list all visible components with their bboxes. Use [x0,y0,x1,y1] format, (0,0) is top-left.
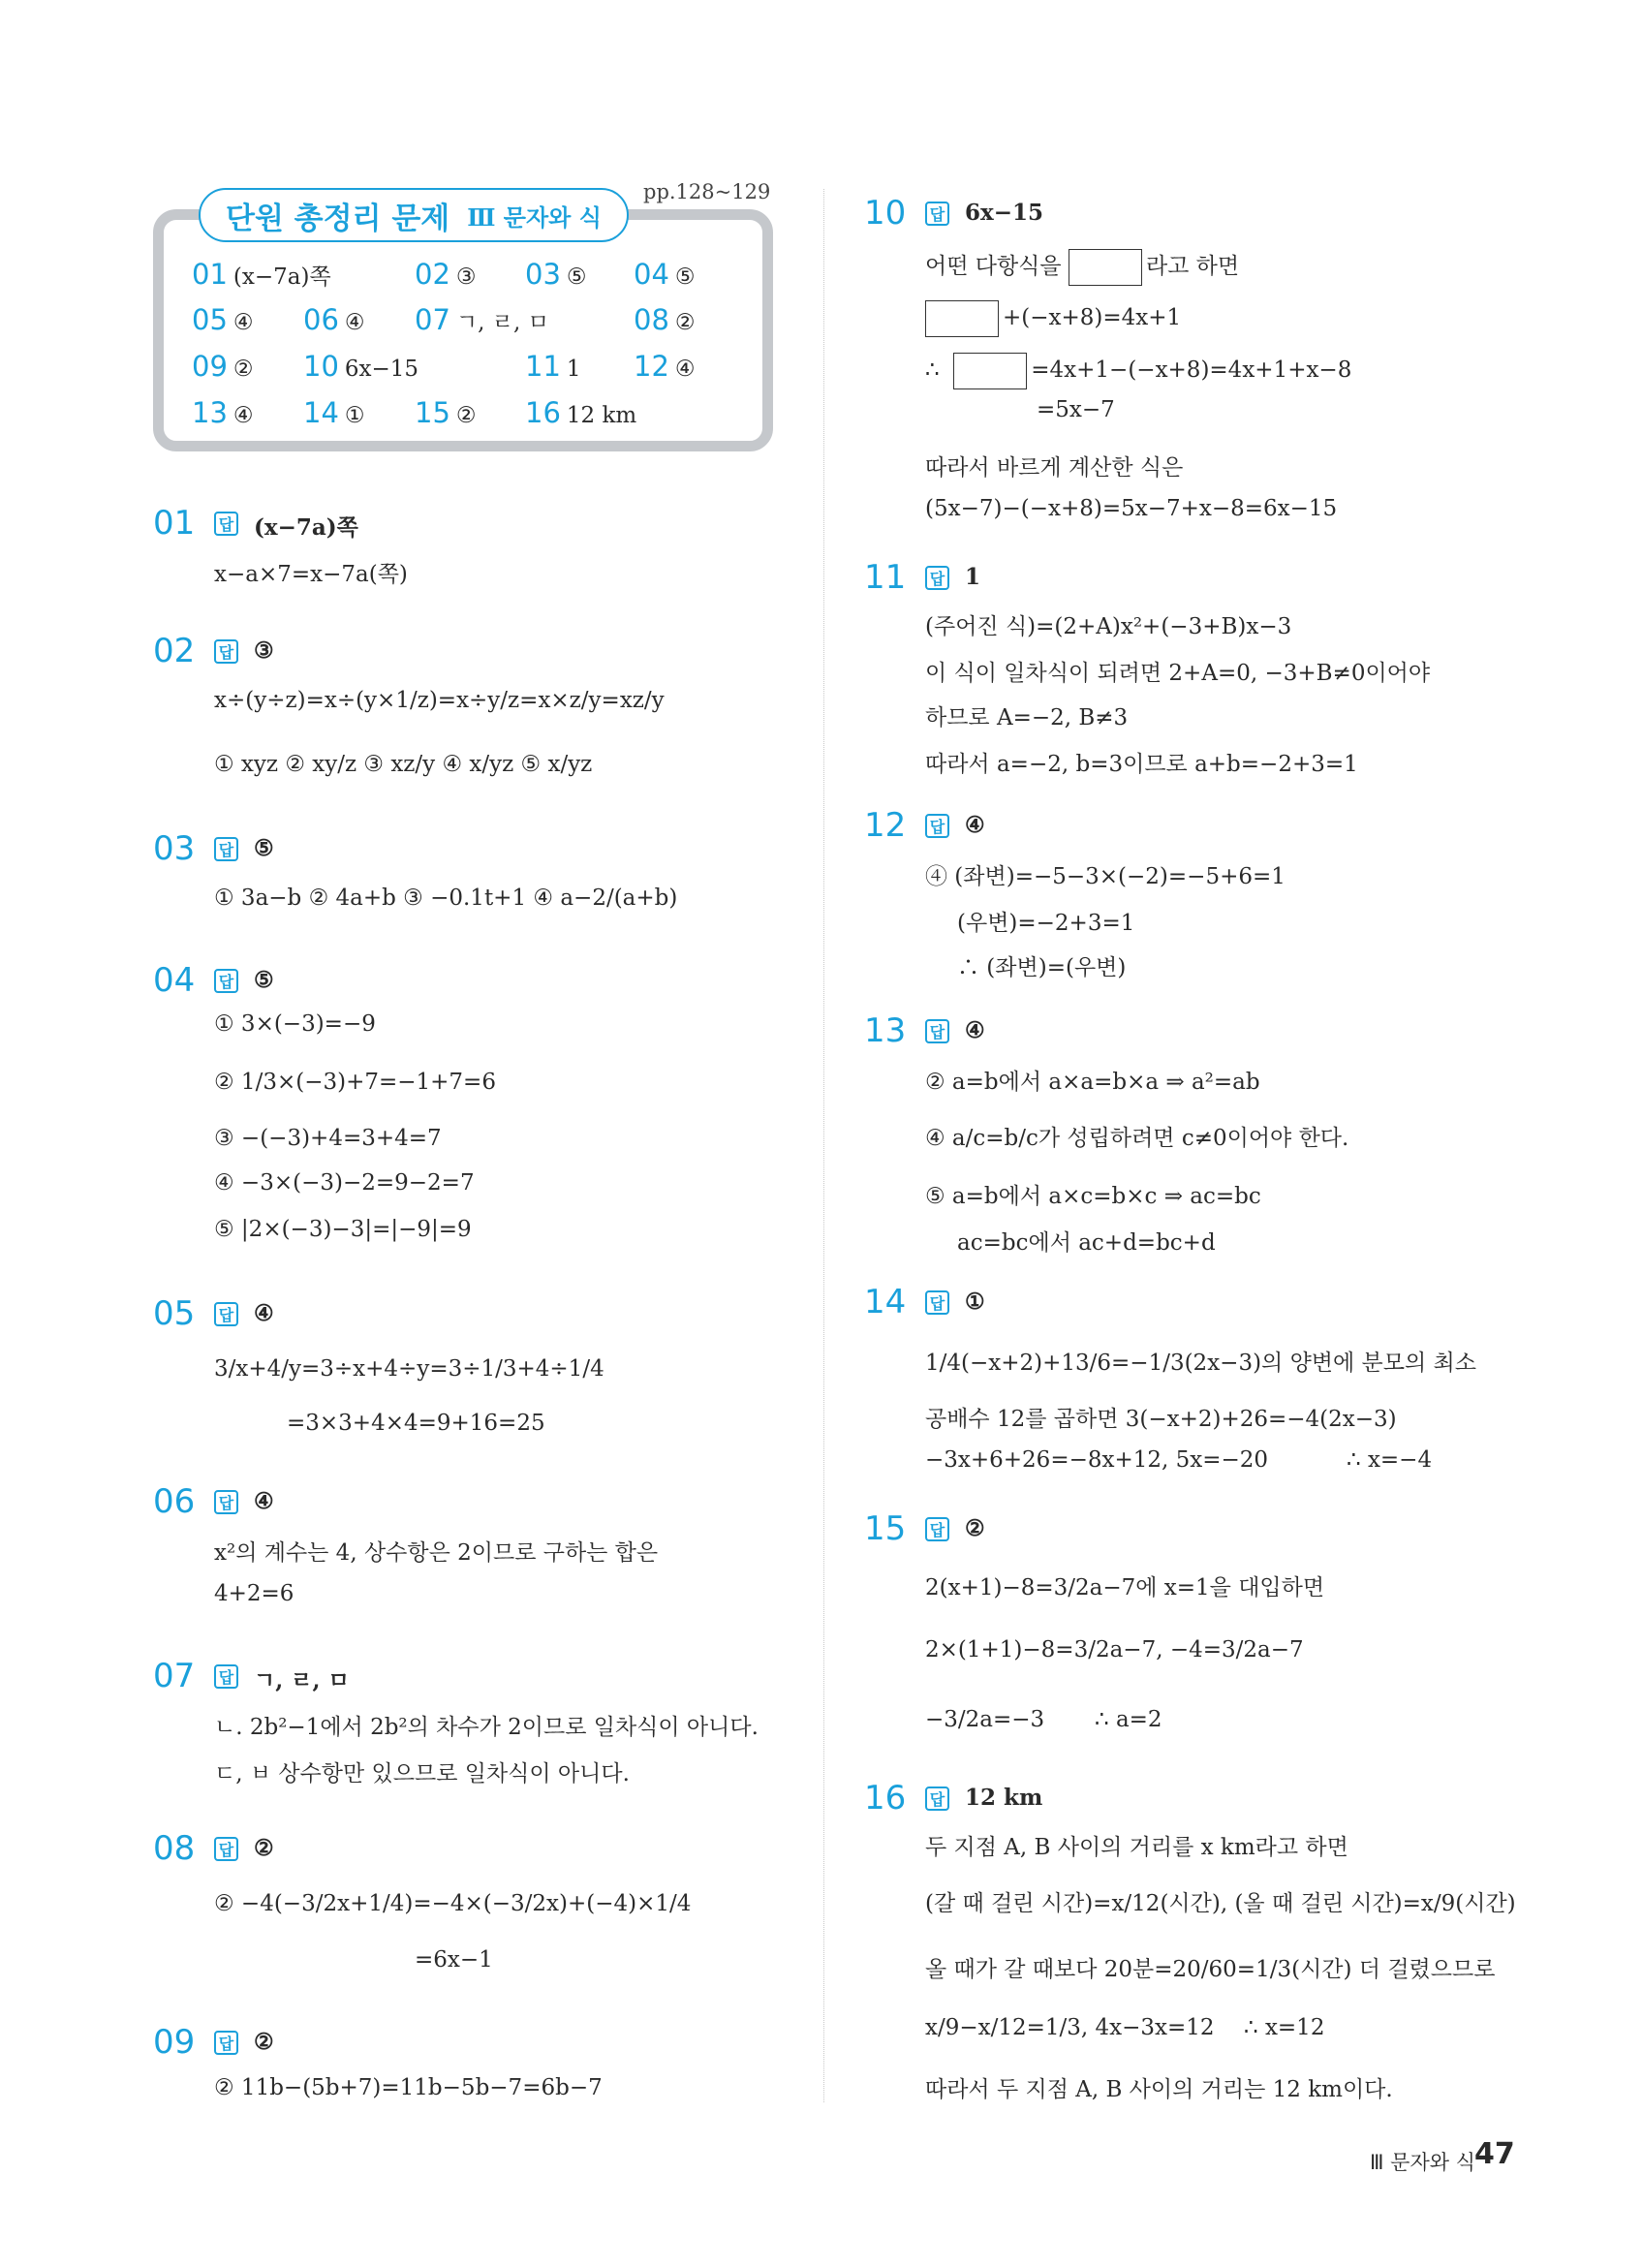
solution-line: ③ −(−3)+4=3+4=7 [214,1126,442,1151]
answer-badge: 답 [214,1837,238,1861]
solution-line: =5x−7 [1037,397,1115,422]
answer-value: ④ [254,1488,274,1514]
answer-badge: 답 [214,837,238,861]
solution-line: ㄴ. 2b²−1에서 2b²의 차수가 2이므로 일차식이 아니다. [214,1715,759,1740]
section-subtitle: Ⅲ 문자와 식 [467,202,602,232]
answer-value: 12 km [965,1785,1043,1811]
problem-number: 14 [864,1283,907,1321]
summary-answer: 07 ㄱ, ㄹ, ㅁ [415,303,549,336]
answer-badge: 답 [925,1517,949,1541]
solution-line: 올 때가 갈 때보다 20분=20/60=1/3(시간) 더 걸렸으므로 [925,1957,1496,1982]
summary-answer: 06 ④ [303,303,365,336]
blank-box [953,353,1027,389]
page-range: pp.128~129 [643,180,771,203]
answer-value: ② [254,2029,274,2055]
summary-answer: 12 ④ [634,350,696,383]
problem-number: 07 [153,1657,196,1695]
solution-line: =3×3+4×4=9+16=25 [287,1411,545,1436]
solution-line: ② a=b에서 a×a=b×a ⇒ a²=ab [925,1070,1260,1095]
solution-line: 2×(1+1)−8=3/2a−7, −4=3/2a−7 [925,1637,1304,1662]
summary-answer: 14 ① [303,396,365,429]
answer-value: 1 [965,564,981,590]
page-number: 47 [1474,2137,1515,2171]
problem-number: 05 [153,1294,196,1333]
solution-line: 어떤 다항식을 라고 하면 [925,248,1239,286]
problem-number: 10 [864,194,907,233]
solution-line: x÷(y÷z)=x÷(y×1/z)=x÷y/z=x×z/y=xz/y [214,688,665,713]
summary-answer: 15 ② [415,396,477,429]
problem-number: 02 [153,632,196,670]
solution-line: +(−x+8)=4x+1 [925,300,1181,337]
solution-line: x²의 계수는 4, 상수항은 2이므로 구하는 합은 [214,1540,659,1566]
summary-answer: 02 ③ [415,258,477,291]
summary-answer: 05 ④ [192,303,254,336]
solution-line: ④ −3×(−3)−2=9−2=7 [214,1170,475,1196]
problem-number: 09 [153,2023,196,2062]
problem-number: 13 [864,1011,907,1050]
solution-line: 4+2=6 [214,1581,294,1606]
solution-line: x/9−x/12=1/3, 4x−3x=12 [925,2015,1215,2040]
answer-badge: 답 [214,969,238,993]
summary-answer: 13 ④ [192,396,254,429]
answer-value: ⑤ [254,967,274,993]
problem-number: 04 [153,961,196,1000]
summary-answer: 03 ⑤ [525,258,587,291]
answer-badge: 답 [925,1290,949,1315]
solution-line: (주어진 식)=(2+A)x²+(−3+B)x−3 [925,614,1292,639]
answer-badge: 답 [214,2031,238,2055]
solution-line: ② −4(−3/2x+1/4)=−4×(−3/2x)+(−4)×1/4 [214,1891,692,1916]
answer-value: ④ [965,1017,985,1043]
solution-line: 따라서 두 지점 A, B 사이의 거리는 12 km이다. [925,2077,1393,2102]
solution-line: ∴ =4x+1−(−x+8)=4x+1+x−8 [925,353,1351,389]
problem-number: 16 [864,1779,907,1818]
solution-line: ∴ x=12 [1244,2015,1325,2040]
solution-line: ② 11b−(5b+7)=11b−5b−7=6b−7 [214,2075,603,2100]
answer-value: ② [254,1835,274,1861]
problem-number: 06 [153,1482,196,1521]
answer-badge: 답 [214,512,238,536]
solution-line: ㄷ, ㅂ 상수항만 있으므로 일차식이 아니다. [214,1761,630,1786]
solution-line: ∴ x=−4 [1347,1447,1433,1473]
solution-line: ① 3×(−3)=−9 [214,1011,376,1037]
section-title: 단원 총정리 문제 [226,201,450,236]
solution-line: 두 지점 A, B 사이의 거리를 x km라고 하면 [925,1835,1348,1860]
problem-number: 11 [864,558,907,597]
problem-number: 03 [153,829,196,868]
summary-answer: 08 ② [634,303,696,336]
answer-value: ④ [965,812,985,838]
answer-badge: 답 [214,1302,238,1326]
summary-title [199,188,629,242]
problem-number: 12 [864,806,907,845]
answer-value: ③ [254,637,274,664]
answer-badge: 답 [214,1490,238,1514]
solution-line: 하므로 A=−2, B≠3 [925,705,1129,730]
summary-answer: 09 ② [192,350,254,383]
solution-line: ⑤ |2×(−3)−3|=|−9|=9 [214,1217,472,1242]
solution-line: 공배수 12를 곱하면 3(−x+2)+26=−4(2x−3) [925,1407,1397,1432]
solution-line: =6x−1 [415,1947,493,1973]
summary-answer: 04 ⑤ [634,258,696,291]
answer-value: ④ [254,1300,274,1326]
solution-line: (갈 때 걸린 시간)=x/12(시간), (올 때 걸린 시간)=x/9(시간) [925,1891,1516,1916]
answer-value: ② [965,1515,985,1541]
summary-answer: 01 (x−7a)쪽 [192,258,331,291]
answer-value: (x−7a)쪽 [254,514,358,541]
solution-line: ② 1/3×(−3)+7=−1+7=6 [214,1070,496,1095]
solution-line: (5x−7)−(−x+8)=5x−7+x−8=6x−15 [925,496,1338,521]
solution-line: −3x+6+26=−8x+12, 5x=−20 [925,1447,1269,1473]
answer-value: ㄱ, ㄹ, ㅁ [254,1667,350,1693]
blank-box [1069,249,1142,286]
summary-answer: 16 12 km [525,396,637,429]
solution-line: x−a×7=x−7a(쪽) [214,562,408,587]
solution-line: ⑤ a=b에서 a×c=b×c ⇒ ac=bc [925,1184,1261,1209]
problem-number: 08 [153,1829,196,1868]
solution-line: 3/x+4/y=3÷x+4÷y=3÷1/3+4÷1/4 [214,1356,604,1382]
answer-badge: 답 [925,814,949,838]
answer-value: 6x−15 [965,200,1043,226]
solution-line: ∴ a=2 [1095,1707,1162,1732]
answer-value: ⑤ [254,835,274,861]
solution-line: ac=bc에서 ac+d=bc+d [957,1230,1216,1256]
answer-badge: 답 [214,1664,238,1689]
answer-value: ① [965,1289,985,1315]
summary-answer: 10 6x−15 [303,350,419,383]
problem-number: 15 [864,1509,907,1548]
solution-line: ① 3a−b ② 4a+b ③ −0.1t+1 ④ a−2/(a+b) [214,885,678,911]
answer-badge: 답 [925,202,949,226]
solution-line: 따라서 a=−2, b=3이므로 a+b=−2+3=1 [925,752,1358,777]
answer-badge: 답 [925,1019,949,1043]
column-divider [823,189,824,2102]
summary-answer: 11 1 [525,350,581,383]
solution-line: ∴ (좌변)=(우변) [957,955,1127,980]
solution-line: ① xyz ② xy/z ③ xz/y ④ x/yz ⑤ x/yz [214,752,593,777]
answer-badge: 답 [214,639,238,664]
solution-line: 2(x+1)−8=3/2a−7에 x=1을 대입하면 [925,1575,1325,1600]
answer-badge: 답 [925,1786,949,1811]
solution-line: ④ (좌변)=−5−3×(−2)=−5+6=1 [925,864,1286,889]
solution-line: −3/2a=−3 [925,1707,1045,1732]
footer-chapter-label: Ⅲ 문자와 식 [1370,2151,1475,2174]
problem-number: 01 [153,504,196,543]
solution-line: 1/4(−x+2)+13/6=−1/3(2x−3)의 양변에 분모의 최소 [925,1351,1476,1376]
answer-badge: 답 [925,566,949,590]
solution-line: 따라서 바르게 계산한 식은 [925,455,1184,481]
blank-box [925,300,999,337]
solution-line: ④ a/c=b/c가 성립하려면 c≠0이어야 한다. [925,1126,1349,1151]
solution-line: (우변)=−2+3=1 [957,911,1135,936]
solution-line: 이 식이 일차식이 되려면 2+A=0, −3+B≠0이어야 [925,661,1431,686]
